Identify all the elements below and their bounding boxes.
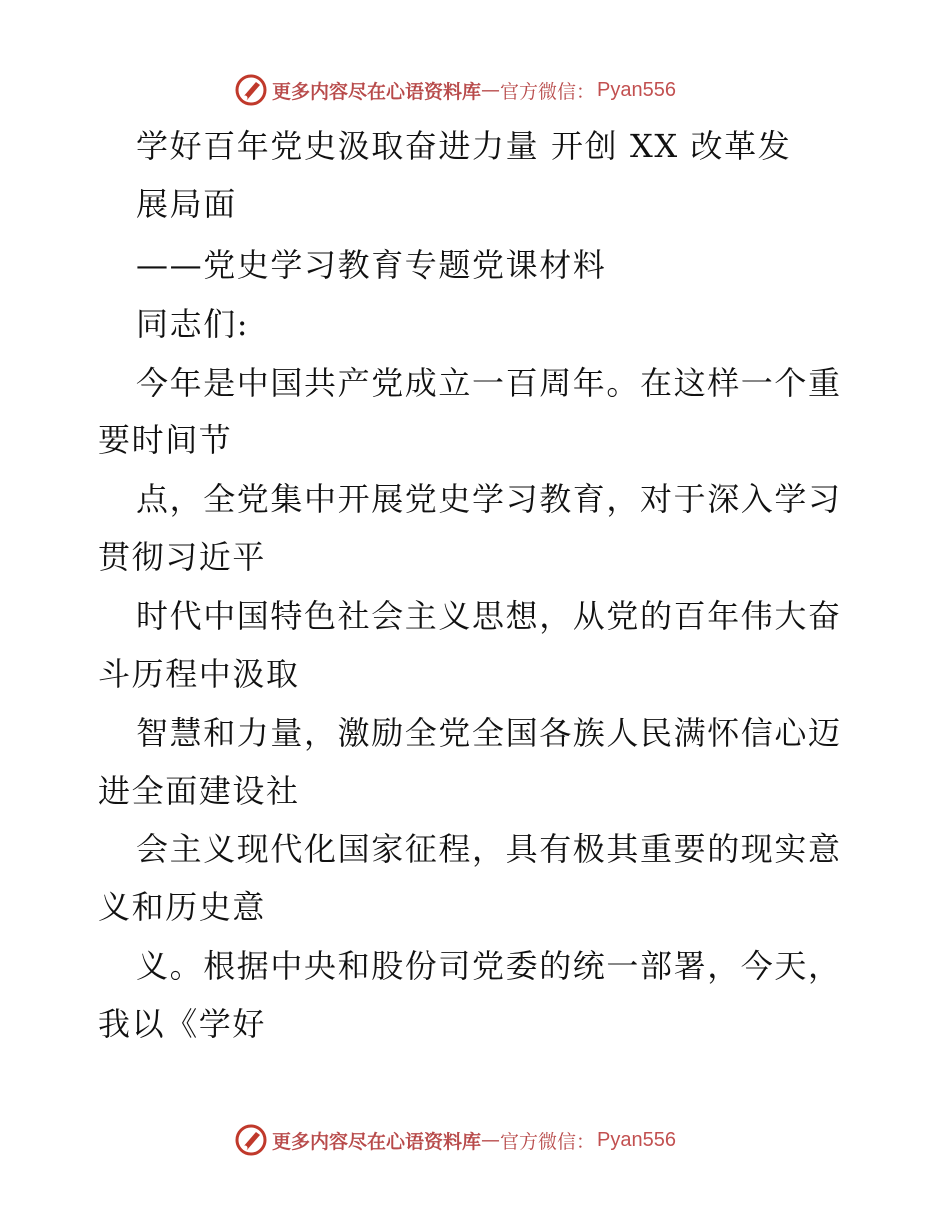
body-line: 进全面建设社 [98,772,300,810]
body-line: 时代中国特色社会主义思想，从党的百年伟大奋 [136,597,842,635]
footer-watermark [234,1122,676,1158]
watermark-main-text: 更多内容尽在心语资料库 [272,80,482,103]
watermark-main-text: 更多内容尽在心语资料库 [272,1130,482,1153]
document-title-line-1: 学好百年党史汲取奋进力量 开创 XX 改革发 [136,127,792,165]
body-line: 会主义现代化国家征程，具有极其重要的现实意 [136,830,842,868]
document-subtitle: ——党史学习教育专题党课材料 [136,246,607,284]
body-line: 贯彻习近平 [98,538,267,576]
pen-logo-icon [234,1123,268,1157]
watermark-wechat-id: Pyan556 [597,1128,676,1151]
watermark-separator: — [481,79,501,101]
body-line: 点，全党集中开展党史学习教育，对于深入学习 [136,480,842,518]
watermark-wechat-id: Pyan556 [597,78,676,101]
watermark-official-label: 官方微信： [500,80,596,103]
body-line: 今年是中国共产党成立一百周年。在这样一个重 [136,364,842,402]
watermark-separator: — [481,1129,501,1151]
pen-logo-icon [234,73,268,107]
body-line: 斗历程中汲取 [98,655,300,693]
body-line: 智慧和力量，激励全党全国各族人民满怀信心迈 [136,714,842,752]
watermark-official-label: 官方微信： [500,1130,596,1153]
document-title-line-2: 展局面 [136,185,237,223]
body-line: 义和历史意 [98,888,267,926]
document-salutation: 同志们: [136,305,250,343]
body-line: 要时间节 [98,421,233,459]
body-line: 我以《学好 [98,1005,267,1043]
header-watermark [234,72,676,108]
body-line: 义。根据中央和股份司党委的统一部署，今天， [136,947,842,985]
